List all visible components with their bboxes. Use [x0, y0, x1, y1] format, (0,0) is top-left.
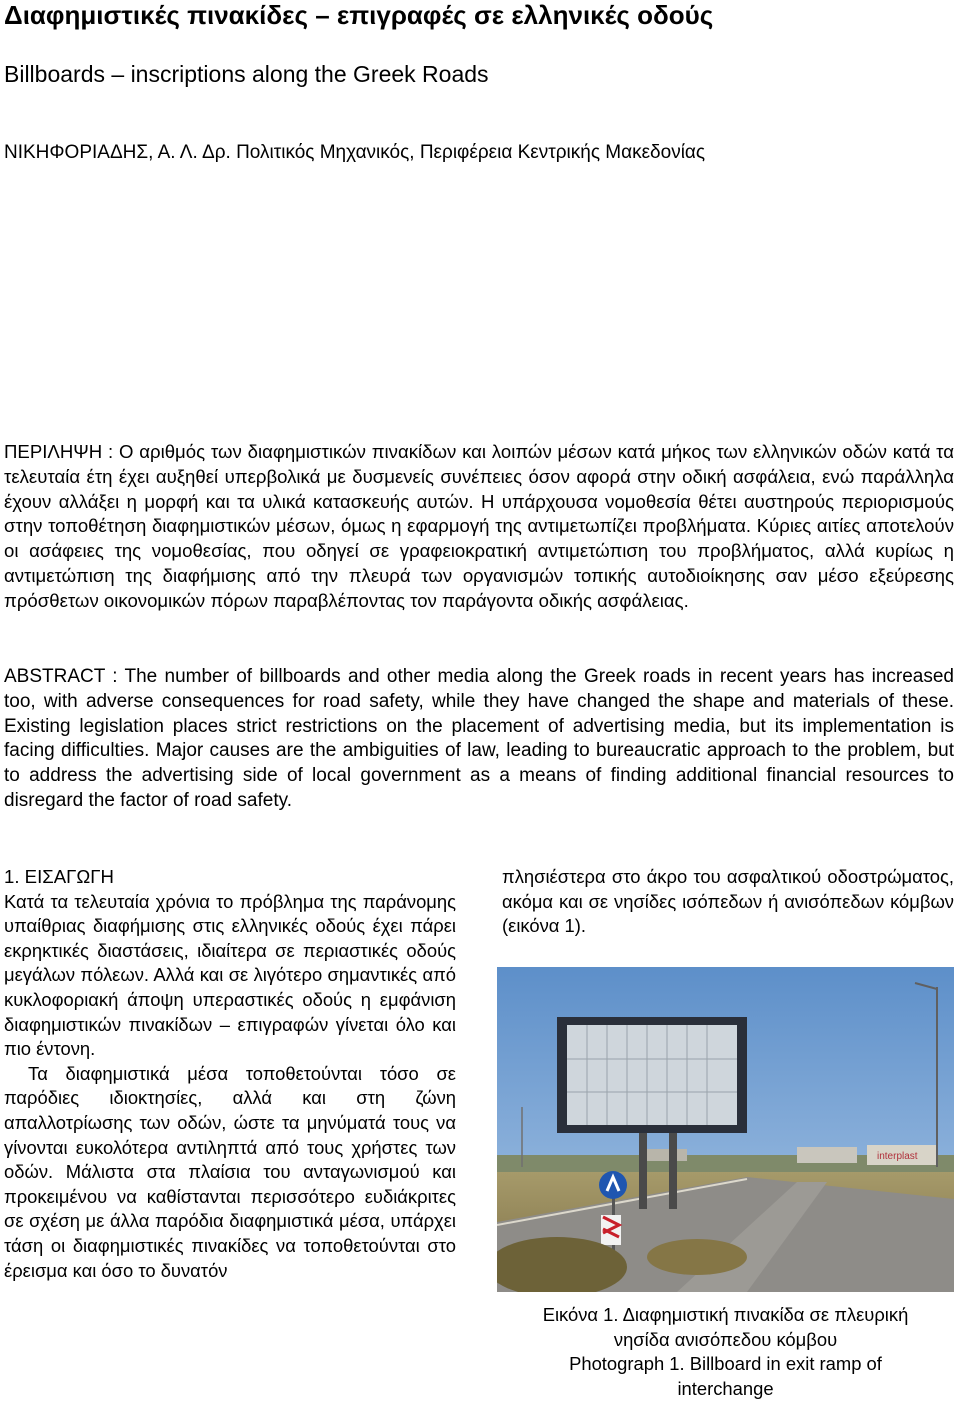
caption-greek-line-1: Εικόνα 1. Διαφημιστική πινακίδα σε πλευρική	[542, 1304, 909, 1325]
left-column	[4, 865, 456, 1283]
caption-greek-line-2: νησίδα ανισόπεδου κόμβου	[613, 1328, 838, 1350]
paper-title: Διαφημιστικές πινακίδες – επιγραφές σε ελληνικές οδούς	[4, 0, 714, 30]
billboard-photo	[497, 967, 954, 1292]
section-heading: 1. ΕΙΣΑΓΩΓΗ	[4, 866, 114, 887]
caption-english-line-1: Photograph 1. Billboard in exit ramp of	[569, 1353, 882, 1375]
intro-paragraph-2: Τα διαφημιστικά μέσα τοποθετούνται τόσο σε παρόδιες ιδιοκτησίες, αλλά και στη ζώνη απαλλοτρίωσης των οδών, ώστε τα μηνύματά τους να γίνονται ευκολότερα αντιληπτά από τους χρήστες των οδών. Μάλιστα στα πλαίσια του ανταγωνισμού και προκειμένου να καθίστανται περισσότερο ευδιάκριτες σε σχέση με άλλα παρόδια διαφημιστικά μέσα, υπάρχει τάση οι διαφημιστικές πινακίδες να τοποθετούνται στο έρεισμα και όσο το δυνατόν	[4, 1062, 456, 1281]
english-abstract: ABSTRACT : The number of billboards and other media along the Greek roads in recent years has increased too, with adverse consequences for road safety, while they have changed the shape and materials of these. Existing legislation places strict restrictions on the placement of advertising media, but its implementation is facing difficulties. Major causes are the ambiguities of law, leading to bureaucratic approach to the problem, but to address the advertising side of local government as a means of finding additional financial resources to disregard the factor of road safety.	[4, 666, 954, 811]
paper-subtitle: Billboards – inscriptions along the Greek Roads	[4, 61, 489, 87]
greek-summary: ΠΕΡΙΛΗΨΗ : Ο αριθμός των διαφημιστικών πινακίδων και λοιπών μέσων κατά μήκος των ελληνικών οδών κατά τα τελευταία έτη έχει αυξηθεί υπερβολικά με δυσμενείς συνέπειες όσον αφορά στην οδική ασφάλεια, ενώ παράλληλα έχουν αλλάξει η μορφή και τα υλικά κατασκευής αυτών. Η υπάρχουσα νομοθεσία θέτει αυστηρούς περιορισμούς στην τοποθέτηση διαφημιστικών μέσων, όμως η εφαρμογή της αντιμετωπίζει προβλήματα. Κύριες αιτίες αποτελούν οι ασάφειες της νομοθεσίας, που οδηγεί σε γραφειοκρατική αντιμετώπιση του προβλήματος, αλλά κυρίως η αντιμετώπιση της διαφήμισης από την πλευρά των οργανισμών τοπικής αυτοδιοίκησης σαν μέσο εξεύρεσης πρόσθετων οικονομικών πόρων παραβλέποντας τον παράγοντα οδικής ασφάλειας.	[4, 441, 954, 611]
intro-continuation: πλησιέστερα στο άκρο του ασφαλτικού οδοστρώματος, ακόμα και σε νησίδες ισόπεδων ή ανισόπεδων κόμβων (εικόνα 1).	[502, 866, 954, 937]
sign-text: interplast	[877, 1151, 918, 1162]
intro-paragraph-1: Κατά τα τελευταία χρόνια το πρόβλημα της παράνομης υπαίθριας διαφήμισης στις ελληνικές οδούς έχει πάρει εκρηκτικές διαστάσεις, ιδιαίτερα σε περιαστικές οδούς μεγάλων πόλεων. Αλλά και σε λιγότερο σημαντικές από κυκλοφοριακή άποψη υπεραστικές οδούς η εμφάνιση διαφημιστικών πινακίδων – επιγραφών γίνεται όλο και πιο έντονη.	[4, 890, 456, 1060]
caption-english-line-2: interchange	[677, 1377, 774, 1399]
figure-caption	[497, 1303, 954, 1401]
author-line: ΝΙΚΗΦΟΡΙΑΔΗΣ, Α. Λ. Δρ. Πολιτικός Μηχανικός, Περιφέρεια Κεντρικής Μακεδονίας	[4, 142, 706, 163]
right-column	[502, 865, 954, 939]
